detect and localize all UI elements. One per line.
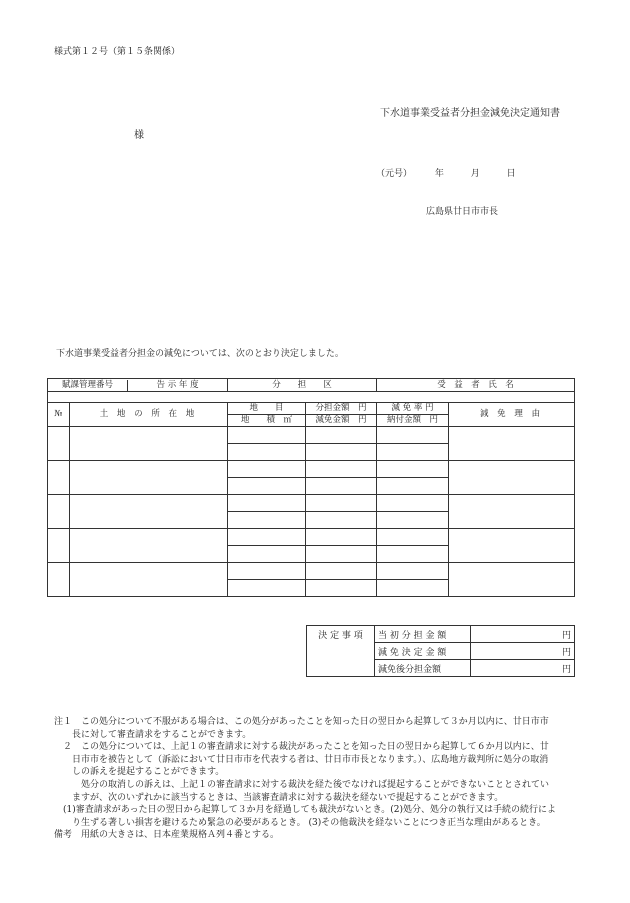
note-line: 処分の取消しの訴えは、上記１の審査請求に対する裁決を経た後でなければ提起することができないこととされてい [54, 779, 550, 790]
note-line: (1)審査請求があった日の翌日から起算して３か月を経過しても裁決がないとき。(2)処分、処分の執行又は手続の続行によ [54, 805, 557, 816]
reduction-table [47, 378, 575, 597]
decision-row-unit: 円 [471, 660, 575, 677]
note-line: 注１ この処分について不服がある場合は、この処分があったことを知った日の翌日から起算して３か月以内に、廿日市市 [54, 717, 549, 727]
decision-row-unit: 円 [471, 643, 575, 660]
document-title: 下水道事業受益者分担金減免決定通知書 [380, 108, 560, 119]
date-year: 年 [434, 169, 444, 179]
table-row [48, 427, 575, 444]
table-row [48, 461, 575, 478]
decision-row [307, 626, 575, 643]
addressee-suffix: 様 [134, 130, 144, 141]
form-number: 様式第１２号（第１５条関係） [54, 47, 181, 57]
header-reduction-amount: 減免金額 円 [306, 415, 377, 427]
note-line: ますが、次のいずれかに該当するときは、当該審査請求に対する裁決を経ないで提起することができます。 [54, 792, 504, 803]
decision-row-label: 減 免 決 定 金 額 [375, 643, 471, 660]
decision-row-unit: 円 [471, 626, 575, 643]
intro-text: 下水道事業受益者分担金の減免については、次のとおり決定しました。 [56, 349, 344, 359]
header-reduction-rate: 減 免 率 円 [377, 403, 449, 415]
header-share-amount: 分担金額 円 [306, 403, 377, 415]
header-assessment-number: 賦課管理番号 [48, 380, 128, 391]
note-line: ２ この処分については、上記１の審査請求に対する裁決があったことを知った日の翌日から起算して６か月以内に、廿 [54, 742, 549, 753]
decision-row-label: 当 初 分 担 金 額 [375, 626, 471, 643]
header-notice-year: 告 示 年 度 [156, 379, 199, 390]
table-row [48, 495, 575, 512]
table-row [48, 563, 575, 580]
note-line: 備考 用紙の大きさは、日本産業規格Ａ列４番とする。 [54, 830, 280, 841]
note-line: 日市市を被告として（訴訟において廿日市市を代表する者は、廿日市市長となります。）、広島地方裁判所に処分の取消 [54, 754, 549, 765]
header-land-area: 地 積 ㎡ [228, 415, 306, 427]
decision-row-label: 減免後分担金額 [375, 660, 471, 677]
header-payment-amount: 納付金額 円 [377, 415, 449, 427]
table-header-row1 [48, 379, 575, 392]
header-beneficiary-name: 受 益 者 氏 名 [377, 379, 575, 392]
date-day: 日 [506, 169, 516, 179]
table-row [48, 529, 575, 546]
header-reduction-reason: 減 免 理 由 [449, 403, 575, 427]
date-month: 月 [470, 169, 480, 179]
note-line: 長に対して審査請求をすることができます。 [54, 729, 252, 740]
date-line [376, 166, 516, 179]
header-location: 土 地 の 所 在 地 [70, 403, 228, 427]
decision-label: 決 定 事 項 [307, 626, 375, 677]
header-no: № [48, 403, 70, 427]
date-era: （元号） [376, 169, 413, 179]
issuer: 広島県廿日市市長 [426, 207, 499, 217]
header-land-category: 地 目 [228, 403, 306, 415]
header-share-district: 分 担 区 [228, 379, 377, 392]
table-spacer-row [48, 392, 575, 403]
notes-section [54, 716, 584, 842]
table-header-row2 [48, 403, 575, 415]
note-line: しの訴えを提起することができます。 [54, 767, 225, 778]
decision-table [306, 625, 575, 677]
note-line: り生ずる著しい損害を避けるため緊急の必要があるとき。 (3)その他裁決を経ないことにつき正当な理由があるとき。 [54, 817, 546, 828]
